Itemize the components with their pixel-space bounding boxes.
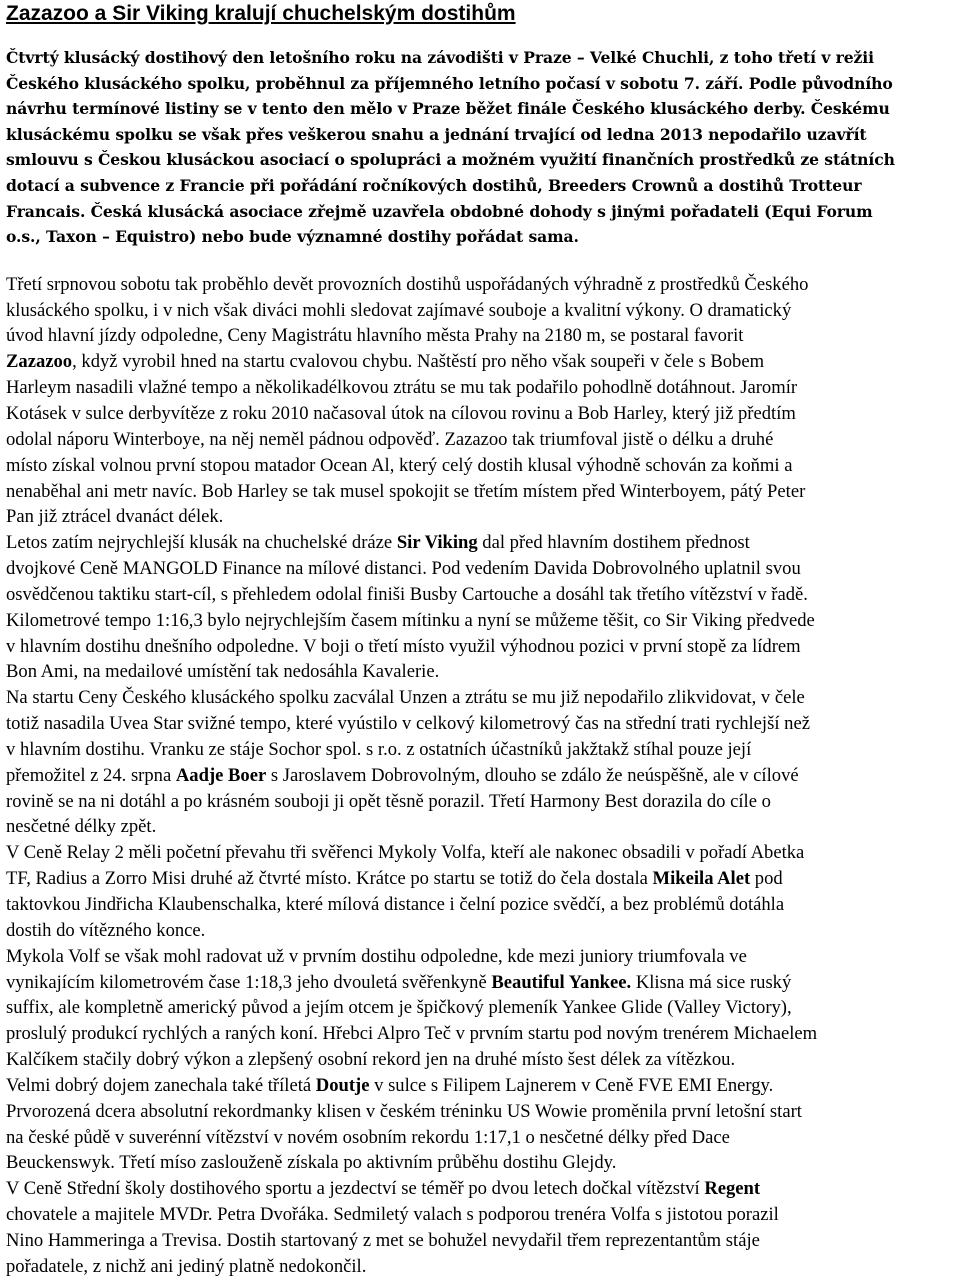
paragraph-line: TF, Radius a Zorro Misi druhé až čtvrté místo. Krátce po startu se totiž do čela dostala Mikeila Alet pod bbox=[6, 868, 783, 890]
paragraph-line: Zazazoo, když vyrobil hned na startu cvalovou chybu. Naštěstí pro něho však soupeři v čele s Bobem bbox=[6, 351, 765, 373]
paragraph-line: taktovkou Jindřicha Klaubenschalka, které mílová distance i čelní pozice svědčí, a bez problémů dotáhla bbox=[6, 894, 785, 915]
paragraph-p1 bbox=[6, 272, 956, 530]
lead-line: dotací a subvence z Francie při pořádání ročníkových dostihů, Breeders Crownů a dostihů Trotteur bbox=[6, 175, 862, 195]
paragraph-line: Prvorozená dcera absolutní rekordmanky klisen v českém tréninku US Wowie proměnila první letošní start bbox=[6, 1100, 802, 1122]
article bbox=[6, 0, 956, 1280]
paragraph-p7 bbox=[6, 1176, 956, 1279]
paragraph-line: dostih do vítězného konce. bbox=[6, 919, 206, 941]
paragraph-p3 bbox=[6, 685, 956, 840]
paragraph-line: Bon Ami, na medailové umístění tak nedosáhla Kavalerie. bbox=[6, 661, 440, 683]
paragraph-line: Kotásek v sulce derbyvítěze z roku 2010 načasoval útok na cílovou rovinu a Bob Harley, který již předtím bbox=[6, 402, 796, 424]
paragraph-line: suffix, ale kompletně americký původ a jejím otcem je špičkový plemeník Yankee Glide (Valley Victory), bbox=[6, 997, 792, 1019]
paragraph-line: Letos zatím nejrychlejší klusák na chuchelské dráze Sir Viking dal před hlavním dostihem přednost bbox=[6, 532, 750, 554]
paragraph-line: Pan již ztrácel dvanáct délek. bbox=[6, 506, 224, 528]
paragraph-p6 bbox=[6, 1073, 956, 1176]
paragraph-line: Nino Hammeringa a Trevisa. Dostih startovaný z met se bohužel nevydařil třem reprezentantům stáje bbox=[6, 1229, 760, 1251]
paragraph-line: nenaběhal ani metr navíc. Bob Harley se tak musel spokojit se třetím místem před Winterboyem, pátý Peter bbox=[6, 480, 806, 502]
paragraph-line: v hlavním dostihu dnešního odpoledne. V boji o třetí místo využil výhodnou pozici v první stopě za lídrem bbox=[6, 635, 801, 657]
paragraph-line: dvojkové Ceně MANGOLD Finance na mílové distanci. Pod vedením Davida Dobrovolného uplatnil svou bbox=[6, 558, 801, 580]
bold-horse-name: Beautiful Yankee. bbox=[491, 971, 632, 993]
paragraph-line: chovatele a majitele MVDr. Petra Dvořáka. Sedmiletý valach s podporou trenéra Volfa s jistotou porazil bbox=[6, 1204, 779, 1226]
paragraph-line: totiž nasadila Uvea Star svižné tempo, které vyústilo v celkový kilometrový čas na střední trati rychlejší než bbox=[6, 713, 810, 735]
bold-horse-name: Regent bbox=[704, 1178, 761, 1200]
lead-line: smlouvu s Českou klusáckou asociací o spolupráci a možném využití finančních prostředků ze státních bbox=[6, 150, 895, 170]
paragraph-line: V Ceně Relay 2 měli početní převahu tři svěřenci Mykoly Volfa, kteří ale nakonec obsadili v pořadí Abetka bbox=[6, 842, 805, 864]
paragraph-line: úvod hlavní jízdy odpoledne, Ceny Magistrátu hlavního města Prahy na 2180 m, se postaral favorit bbox=[6, 325, 744, 347]
paragraph-line: Na startu Ceny Českého klusáckého spolku zacválal Unzen a ztrátu se mu již nepodařilo zlikvidovat, v čele bbox=[6, 687, 805, 709]
paragraph-line: odolal náporu Winterboye, na něj neměl pádnou odpověď. Zazazoo tak triumfoval jistě o délku a druhé bbox=[6, 428, 774, 450]
paragraph-p2 bbox=[6, 530, 956, 685]
paragraph-line: Kilometrové tempo 1:16,3 bylo nejrychlejším časem mítinku a nyní se můžeme těšit, co Sir Viking předvede bbox=[6, 609, 815, 631]
paragraph-line: klusáckého spolku, i v nich však diváci mohli sledovat zajímavé souboje a kvalitní výkony. O dramatický bbox=[6, 299, 792, 321]
paragraph-line: v hlavním dostihu. Vranku ze stáje Sochor spol. s r.o. z ostatních účastníků jakžtakž stíhal pouze její bbox=[6, 738, 752, 760]
lead-line: návrhu termínové listiny se v tento den mělo v Praze běžet finále Českého klusáckého derby. Českému bbox=[6, 99, 890, 119]
bold-horse-name: Doutje bbox=[315, 1074, 370, 1096]
paragraph-line: proslulý produkcí rychlých a raných koní. Hřebci Alpro Teč v prvním startu pod novým trenérem Michaelem bbox=[6, 1023, 818, 1045]
article-body bbox=[6, 272, 956, 1280]
paragraph-line: vynikajícím kilometrovém čase 1:18,3 jeho dvouletá svěřenkyně Beautiful Yankee. Klisna má sice ruský bbox=[6, 971, 792, 993]
paragraph-line: Harleym nasadili vlažné tempo a několikadélkovou ztrátu se mu tak podařilo pohodlně dotáhnout. Jaromír bbox=[6, 377, 798, 399]
bold-horse-name: Aadje Boer bbox=[175, 764, 267, 786]
article-title: Zazazoo a Sir Viking kralují chuchelským dostihům bbox=[6, 2, 516, 25]
paragraph-line: V Ceně Střední školy dostihového sportu a jezdectví se téměř po dvou letech dočkal vítězství Regent bbox=[6, 1178, 761, 1200]
paragraph-line: nesčetné délky zpět. bbox=[6, 816, 157, 838]
lead-line: Francais. Česká klusácká asociace zřejmě uzavřela obdobné dohody s jinými pořadateli (Equi Forum bbox=[6, 201, 873, 221]
paragraph-line: přemožitel z 24. srpna Aadje Boer s Jaroslavem Dobrovolným, dlouho se zdálo že neúspěšně, ale v cílové bbox=[6, 764, 799, 786]
lead-line: klusáckému spolku se však přes veškerou snahu a jednání trvající od ledna 2013 nepodařilo uzavřít bbox=[6, 124, 867, 144]
paragraph-line: Třetí srpnovou sobotu tak proběhlo devět provozních dostihů uspořádaných výhradně z prostředků Českého bbox=[6, 273, 809, 295]
lead-line: Českého klusáckého spolku, proběhnul za příjemného letního počasí v sobotu 7. září. Podle původního bbox=[6, 73, 893, 93]
article-lead bbox=[6, 45, 956, 250]
bold-horse-name: Mikeila Alet bbox=[652, 868, 751, 890]
paragraph-line: pořadatele, z nichž ani jediný platně nedokončil. bbox=[6, 1255, 367, 1277]
paragraph-line: Velmi dobrý dojem zanechala také tříletá Doutje v sulce s Filipem Lajnerem v Ceně FVE EMI Energy. bbox=[6, 1074, 774, 1096]
paragraph-line: místo získal volnou první stopou matador Ocean Al, který celý dostih klusal výhodně schován za koňmi a bbox=[6, 454, 793, 476]
lead-line: Čtvrtý klusácký dostihový den letošního roku na závodišti v Praze – Velké Chuchli, z toho třetí v režii bbox=[6, 48, 874, 67]
bold-horse-name: Sir Viking bbox=[396, 532, 478, 554]
paragraph-line: osvědčenou taktiku start-cíl, s přehledem odolal finiši Busby Cartouche a dosáhl tak třetího vítězství v řadě. bbox=[6, 583, 808, 605]
paragraph-line: Kalčíkem stačily dobrý výkon a zlepšený osobní rekord jen na druhé místo šest délek za vítězkou. bbox=[6, 1049, 736, 1071]
paragraph-line: Beuckenswyk. Třetí míso zaslouženě získala po aktivním průběhu dostihu Glejdy. bbox=[6, 1152, 617, 1174]
paragraph-p5 bbox=[6, 944, 956, 1073]
paragraph-p4 bbox=[6, 840, 956, 943]
lead-line: o.s., Taxon – Equistro) nebo bude významné dostihy pořádat sama. bbox=[6, 227, 579, 247]
paragraph-line: Mykola Volf se však mohl radovat už v prvním dostihu odpoledne, kde mezi juniory triumfovala ve bbox=[6, 945, 747, 967]
paragraph-line: na české půdě v suverénní vítězství v novém osobním rekordu 1:17,1 o nesčetné délky před Dace bbox=[6, 1126, 730, 1148]
paragraph-line: rovině se na ni dotáhl a po krásném souboji ji opět těsně porazil. Třetí Harmony Best dorazila do cíle o bbox=[6, 790, 771, 812]
bold-horse-name: Zazazoo bbox=[6, 351, 73, 373]
